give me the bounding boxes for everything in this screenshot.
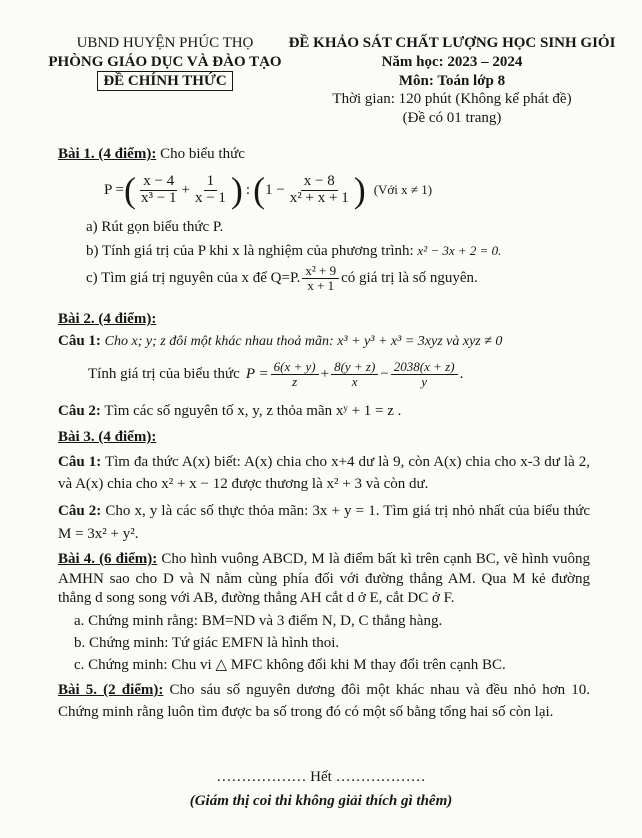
paren-open-2: ( (253, 170, 266, 210)
frac-t3 (391, 360, 458, 388)
f3-num: x − 8 (301, 174, 338, 191)
school-year: Năm học: 2023 – 2024 (381, 53, 523, 70)
bai3-cau1-label: Câu 1: (58, 454, 102, 470)
t1-den: z (292, 373, 298, 389)
end-line: ……………… Hết ……………… (216, 769, 426, 785)
bai2-cau1 (58, 332, 618, 351)
c-num: x² + 9 (302, 264, 339, 279)
p-lhs: P = (104, 181, 124, 198)
bai3-title: Bài 3. (4 điểm): (58, 429, 157, 445)
f1-num: x − 4 (140, 174, 177, 191)
bai2-formula (88, 354, 588, 394)
bai1-formula (104, 168, 604, 212)
proctor-note: (Giám thị coi thi không giải thích gì thêm) (189, 793, 453, 809)
plus-2: + (320, 365, 330, 382)
condition: (Với x ≠ 1) (373, 181, 433, 197)
department-name: PHÒNG GIÁO DỤC VÀ ĐÀO TẠO (48, 53, 282, 70)
f2-den: x − 1 (194, 189, 226, 206)
bai2-p-lhs: P = (245, 365, 269, 382)
bai5-body (58, 680, 590, 724)
t1-num: 6(x + y) (271, 360, 319, 375)
bai5-text: Cho sáu số nguyên dương đôi một khác nhau và đều nhỏ hơn 10. Chứng minh rằng luôn tìm được ba số trong đó có một số bằng tổng hai số còn lại. (58, 682, 591, 720)
bai3-cau2 (58, 500, 590, 547)
frac-t2 (331, 360, 378, 388)
exam-title: ĐỀ KHẢO SÁT CHẤT LƯỢNG HỌC SINH GIỎI (288, 35, 616, 51)
bai3-cau1-text: Tìm đa thức A(x) biết: A(x) chia cho x+4 dư là 9, còn A(x) chia cho x-3 dư là 2, và A(x) chia cho x² + x − 12 được thương là x² + 3 và còn dư. (58, 454, 591, 492)
fraction-3 (287, 174, 352, 207)
t2-num: 8(y + z) (331, 360, 378, 375)
f1-den: x³ − 1 (141, 189, 177, 206)
bai3-cau2-text: Cho x, y là các số thực thỏa mãn: 3x + y = 1. Tìm giá trị nhỏ nhất của biểu thức M = 3x² + y². (58, 503, 591, 543)
bai1-b (86, 242, 616, 261)
bai1-c (86, 264, 616, 292)
bai1-b-eq: x² − 3x + 2 = 0. (417, 243, 502, 258)
fraction-2 (192, 174, 229, 207)
bai2-cau1-text: Cho x; y; z đôi một khác nhau thoả mãn: x³ + y³ + x³ = 3xyz và xyz ≠ 0 (104, 334, 503, 349)
t3-num: 2038(x + z) (391, 360, 458, 375)
bai2-cau1-label: Câu 1: (58, 333, 101, 349)
bai2-cau2 (58, 402, 618, 421)
one-minus: 1 − (265, 181, 285, 198)
bai1-heading (58, 145, 598, 164)
frac-t1 (271, 360, 319, 388)
time-limit: Thời gian: 120 phút (Không kể phát đề) (332, 91, 572, 108)
minus: − (380, 365, 389, 382)
bai4-title: Bài 4. (6 điểm): (58, 551, 158, 567)
paren-close-2: ) (353, 170, 366, 210)
f2-num: 1 (204, 174, 218, 191)
bai3-cau2-label: Câu 2: (58, 503, 102, 519)
bai3-cau1 (58, 452, 590, 496)
bai5-title: Bài 5. (2 điểm): (58, 682, 164, 698)
official-wrap (40, 72, 290, 91)
t3-den: y (421, 373, 428, 389)
c-den: x + 1 (307, 277, 335, 293)
bai4-body (58, 550, 590, 609)
bai4-a: a. Chứng minh rằng: BM=ND và 3 điểm N, D, C thẳng hàng. (74, 613, 443, 629)
bai1-title: Bài 1. (4 điểm): (58, 146, 157, 162)
page-count: (Đề có 01 trang) (402, 110, 502, 126)
bai1-intro: Cho biểu thức (160, 146, 245, 162)
bai1-c-text1: c) Tìm giá trị nguyên của x để Q=P. (86, 269, 301, 286)
header-left (40, 34, 290, 72)
bai1-b-text: b) Tính giá trị của P khi x là nghiệm của phương trình: (86, 243, 414, 259)
official-badge: ĐỀ CHÍNH THỨC (97, 71, 232, 91)
plus: + (181, 181, 190, 198)
bai4-b: b. Chứng minh: Tứ giác EMFN là hình thoi. (74, 635, 340, 651)
bai4-text: Cho hình vuông ABCD, M là điểm bất kì trên cạnh BC, vẽ hình vuông AMHN sao cho D và N nằm cùng phía đối với đường thẳng AM. Qua M kẻ đường thẳng d song song với AB, đường thẳng AH cắt d ở E, cắt DC ở F. (58, 551, 591, 606)
bai2-cau2-text: Tìm các số nguyên tố x, y, z thỏa mãn xʸ + 1 = z . (104, 403, 402, 419)
f3-den: x² + x + 1 (289, 189, 349, 206)
district-name: UBND HUYỆN PHÚC THỌ (76, 35, 254, 51)
fraction-c (302, 264, 339, 292)
bai2-title: Bài 2. (4 điểm): (58, 311, 157, 327)
subject: Môn: Toán lớp 8 (398, 72, 506, 89)
bai4-c: c. Chứng minh: Chu vi △ MFC không đổi khi M thay đổi trên cạnh BC. (74, 657, 506, 673)
colon-op: : (245, 181, 251, 198)
period: . (459, 365, 464, 382)
t2-den: x (351, 373, 358, 389)
paren-close: ) (230, 170, 243, 210)
bai1-a: a) Rút gọn biểu thức P. (86, 219, 224, 235)
bai2-cau2-label: Câu 2: (58, 403, 101, 419)
fraction-1 (138, 174, 179, 207)
paren-open: ( (124, 170, 136, 210)
header-right (282, 34, 622, 128)
bai1-c-text2: có giá trị là số nguyên. (341, 269, 478, 286)
bai2-cau1-text2: Tính giá trị của biểu thức (88, 365, 240, 382)
